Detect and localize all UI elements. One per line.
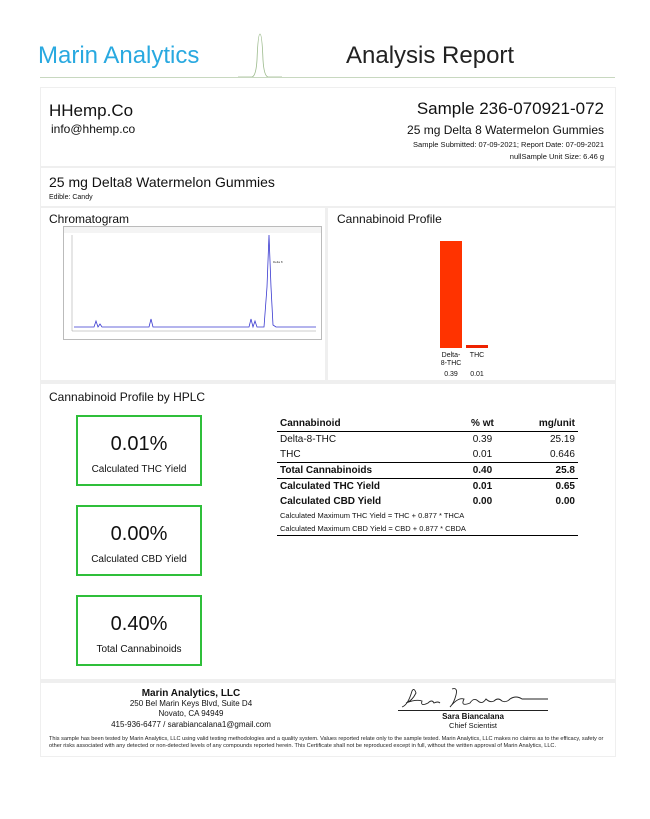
chart-category-label: THC — [469, 352, 485, 359]
table-cell: 0.65 — [507, 479, 578, 495]
chart-value-label: 0.01 — [470, 371, 484, 378]
chromatogram-plot — [63, 226, 322, 340]
table-header: % wt — [458, 416, 507, 432]
cannabinoid-bar-chart — [440, 230, 510, 380]
hplc-title: Cannabinoid Profile by HPLC — [49, 390, 206, 404]
table-header: mg/unit — [507, 416, 578, 432]
cbd-yield-value: 0.00% — [110, 523, 168, 545]
peak-logo-icon — [238, 30, 282, 78]
table-cell: THC — [280, 449, 301, 460]
sample-product: 25 mg Delta 8 Watermelon Gummies — [407, 123, 604, 137]
table-cell: Calculated CBD Yield — [280, 496, 382, 507]
table-row — [277, 447, 578, 463]
sample-id: Sample 236-070921-072 — [416, 99, 604, 118]
table-cell: Calculated THC Yield — [277, 479, 458, 495]
product-name: 25 mg Delta8 Watermelon Gummies — [49, 174, 275, 190]
table-thc-yield-row — [277, 479, 578, 495]
table-cell: 25.8 — [507, 463, 578, 479]
cbd-formula-note: Calculated Maximum CBD Yield = CBD + 0.877 * CBDA — [277, 522, 578, 536]
signature-line — [398, 710, 548, 711]
table-cell: Delta-8-THC — [280, 434, 337, 445]
chart-bar — [440, 241, 462, 348]
table-cell: 0.00 — [472, 496, 493, 507]
total-cannabinoids-box — [76, 595, 202, 666]
table-note-row — [277, 522, 578, 536]
total-cannabinoids-label: Total Cannabinoids — [96, 644, 182, 655]
product-type: Edible: Candy — [49, 194, 93, 201]
lab-address-line1: 250 Bel Marin Keys Blvd, Suite D4 — [129, 699, 253, 708]
total-cannabinoids-value: 0.40% — [110, 613, 168, 635]
table-total-row — [277, 463, 578, 479]
table-header: Cannabinoid — [277, 416, 458, 432]
chromatogram-peak-label: Delta 8 — [273, 260, 283, 264]
table-cell: 0.01 — [472, 449, 493, 460]
thc-yield-box — [76, 415, 202, 486]
sample-unit-size: nullSample Unit Size: 6.46 g — [509, 152, 604, 161]
disclaimer-text: This sample has been tested by Marin Analytics, LLC using valid testing methodologies and a quality system. Values reported relate only to the sample tested. Marin Analytics, LLC makes no claims as to the efficacy, safety or other risks associated with any detected or non-detected levels of any compounds reported herein. This Certificate shall not be reproduced except in full, without the written approval of Marin Analytics, LLC. — [49, 736, 604, 749]
table-row — [277, 432, 578, 448]
chart-category-label: Delta- 8-THC — [440, 352, 462, 367]
chart-bar — [466, 345, 488, 348]
report-title: Analysis Report — [346, 42, 515, 69]
sample-dates: Sample Submitted: 07-09-2021; Report Date: 07-09-2021 — [413, 140, 604, 149]
brand-name: Marin Analytics — [38, 42, 200, 69]
table-cbd-yield-row — [277, 494, 578, 509]
header-divider — [40, 77, 615, 78]
chart-value-label: 0.39 — [444, 371, 458, 378]
thc-formula-note: Calculated Maximum THC Yield = THC + 0.877 * THCA — [280, 511, 465, 520]
thc-yield-value: 0.01% — [110, 433, 168, 455]
table-cell: 0.00 — [555, 496, 575, 507]
table-cell: 25.19 — [549, 434, 575, 445]
thc-yield-label: Calculated THC Yield — [91, 464, 187, 475]
results-table — [277, 416, 578, 536]
table-cell: 0.646 — [549, 449, 575, 460]
table-header-row — [277, 416, 578, 432]
lab-address-line2: Novato, CA 94949 — [158, 709, 224, 718]
signer-title: Chief Scientist — [449, 721, 497, 730]
lab-contact: 415-936-6477 / sarabiancalana1@gmail.com — [111, 720, 271, 729]
table-cell: 0.39 — [472, 434, 493, 445]
table-cell: Total Cannabinoids — [277, 463, 458, 479]
cbd-yield-label: Calculated CBD Yield — [91, 554, 187, 565]
table-cell: 0.01 — [458, 479, 507, 495]
lab-name: Marin Analytics, LLC — [141, 688, 241, 699]
client-name: HHemp.Co — [49, 101, 134, 120]
profile-title: Cannabinoid Profile — [337, 212, 442, 226]
table-cell: 0.40 — [458, 463, 507, 479]
table-note-row — [277, 509, 578, 522]
cbd-yield-box — [76, 505, 202, 576]
client-email: info@hhemp.co — [51, 122, 136, 136]
chromatogram-title: Chromatogram — [49, 212, 130, 226]
signer-name: Sara Biancalana — [442, 712, 504, 721]
signature-image — [398, 685, 550, 711]
